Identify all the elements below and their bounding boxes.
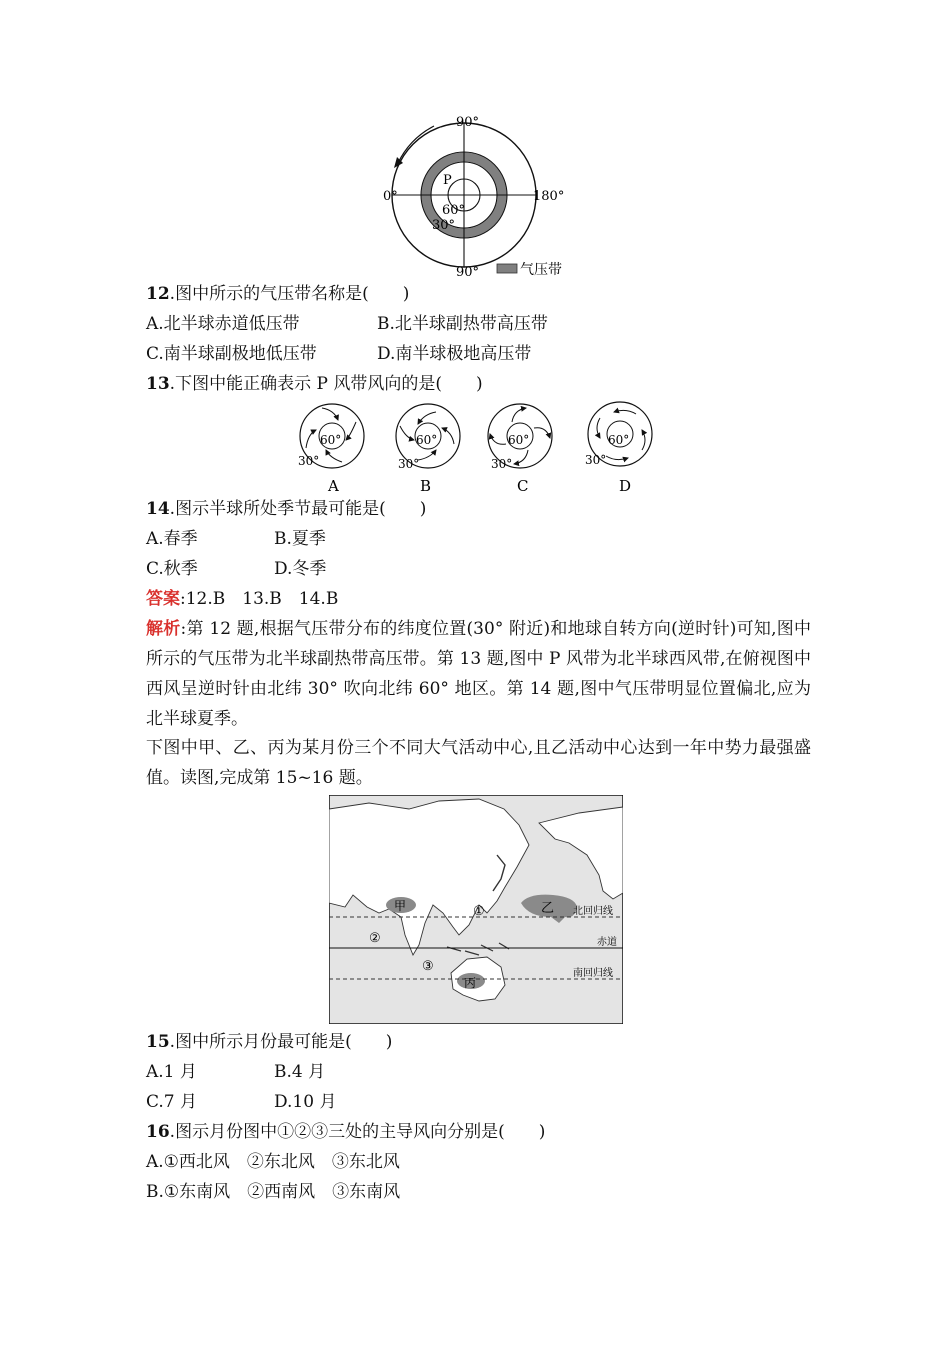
marker-3: ③ bbox=[422, 959, 434, 974]
q12-text: .图中所示的气压带名称是( ) bbox=[169, 284, 410, 304]
q16-text: .图示月份图中①②③三处的主导风向分别是( ) bbox=[169, 1122, 546, 1142]
q14-option-c[interactable]: C.秋季 bbox=[146, 559, 198, 579]
q13-stem bbox=[146, 373, 483, 395]
q15-stem bbox=[146, 1031, 392, 1053]
bing-label: 丙 bbox=[464, 976, 477, 990]
option-b-outer-label: 30° bbox=[398, 457, 420, 471]
q16-option-a-row bbox=[146, 1151, 400, 1173]
wind-direction-options bbox=[290, 398, 670, 494]
analysis-text: :第 12 题,根据气压带分布的纬度位置(30° 附近)和地球自转方向(逆时针)可知,图中所示的气压带为北半球副热带高压带。第 13 题,图中 P 风带为北半球西风带,在俯视图中西风呈逆时针由北纬 30° 吹向北纬 60° 地区。第 14 题,图中气压带明显位置偏北,应为北半球夏季。 bbox=[146, 619, 811, 729]
answer-line bbox=[146, 588, 338, 610]
q15-option-a[interactable]: A.1 月 bbox=[146, 1062, 197, 1082]
fig1-right-label: 180° bbox=[533, 189, 565, 204]
q14-options-row2 bbox=[146, 558, 327, 580]
q12-option-a[interactable]: A.北半球赤道低压带 bbox=[146, 314, 300, 334]
option-c-outer-label: 30° bbox=[491, 457, 513, 471]
marker-1: ① bbox=[473, 904, 485, 919]
q15-options-row2 bbox=[146, 1091, 337, 1113]
q16-option-b-row bbox=[146, 1181, 400, 1203]
analysis-paragraph bbox=[146, 614, 811, 734]
analysis-label: 解析 bbox=[146, 619, 181, 639]
q12-number: 12 bbox=[146, 284, 170, 304]
q12-options-row2 bbox=[146, 343, 532, 365]
q15-option-c[interactable]: C.7 月 bbox=[146, 1092, 198, 1112]
fig1-left-label: 0° bbox=[383, 189, 398, 204]
q15-options-row1 bbox=[146, 1061, 326, 1083]
option-a-inner-label: 60° bbox=[320, 433, 342, 447]
q16-option-a[interactable]: A.①西北风 ②东北风 ③东北风 bbox=[146, 1152, 400, 1172]
q12-option-b[interactable]: B.北半球副热带高压带 bbox=[377, 314, 548, 334]
q14-option-d[interactable]: D.冬季 bbox=[274, 559, 327, 579]
tropic-s-label: 南回归线 bbox=[573, 968, 613, 979]
option-d-diagram bbox=[585, 402, 652, 494]
pressure-center-map bbox=[329, 795, 623, 1024]
marker-2: ② bbox=[369, 931, 381, 946]
jia-label: 甲 bbox=[394, 899, 407, 913]
fig1-p-label: P bbox=[443, 173, 452, 188]
q12-option-c[interactable]: C.南半球副极地低压带 bbox=[146, 344, 317, 364]
q12-options-row1 bbox=[146, 313, 548, 335]
tropic-n-label: 北回归线 bbox=[573, 906, 613, 917]
fig1-top-label: 90° bbox=[456, 115, 480, 130]
option-a-diagram bbox=[298, 404, 364, 494]
answer-label: 答案 bbox=[146, 589, 180, 609]
option-c-inner-label: 60° bbox=[508, 433, 530, 447]
q15-number: 15 bbox=[146, 1032, 170, 1052]
option-d-outer-label: 30° bbox=[585, 453, 607, 467]
q14-option-a[interactable]: A.春季 bbox=[146, 529, 198, 549]
option-b-diagram bbox=[396, 404, 460, 494]
yi-label: 乙 bbox=[541, 901, 555, 916]
option-d-inner-label: 60° bbox=[608, 433, 630, 447]
option-d-label: D bbox=[619, 477, 632, 494]
option-a-outer-label: 30° bbox=[298, 454, 320, 468]
q15-option-b[interactable]: B.4 月 bbox=[274, 1062, 326, 1082]
q12-stem bbox=[146, 283, 409, 305]
q12-option-d[interactable]: D.南半球极地高压带 bbox=[377, 344, 532, 364]
pressure-belt-diagram bbox=[370, 108, 590, 280]
q13-text: .下图中能正确表示 P 风带风向的是( ) bbox=[169, 374, 483, 394]
intro-paragraph: 下图中甲、乙、丙为某月份三个不同大气活动中心,且乙活动中心达到一年中势力最强盛值。读图,完成第 15~16 题。 bbox=[146, 738, 811, 788]
q15-option-d[interactable]: D.10 月 bbox=[274, 1092, 337, 1112]
q14-stem bbox=[146, 498, 426, 520]
q14-options-row1 bbox=[146, 528, 326, 550]
option-b-inner-label: 60° bbox=[416, 433, 438, 447]
fig1-60-label: 60° bbox=[442, 203, 466, 218]
q14-number: 14 bbox=[146, 499, 170, 519]
fig1-bottom-label: 90° bbox=[456, 265, 480, 280]
option-a-label: A bbox=[328, 477, 339, 494]
q14-text: .图示半球所处季节最可能是( ) bbox=[169, 499, 427, 519]
q15-text: .图中所示月份最可能是( ) bbox=[169, 1032, 393, 1052]
fig1-legend-label: 气压带 bbox=[520, 262, 562, 278]
q16-option-b[interactable]: B.①东南风 ②西南风 ③东南风 bbox=[146, 1182, 401, 1202]
equator-label: 赤道 bbox=[597, 937, 617, 948]
q16-number: 16 bbox=[146, 1122, 170, 1142]
q16-stem bbox=[146, 1121, 545, 1143]
option-c-label: C bbox=[517, 477, 529, 494]
option-c-diagram bbox=[488, 404, 552, 494]
q14-option-b[interactable]: B.夏季 bbox=[274, 529, 326, 549]
answer-text: :12.B 13.B 14.B bbox=[180, 589, 339, 609]
option-b-label: B bbox=[420, 477, 432, 494]
q13-number: 13 bbox=[146, 374, 170, 394]
fig1-30-label: 30° bbox=[432, 218, 456, 233]
legend-swatch bbox=[497, 264, 517, 273]
